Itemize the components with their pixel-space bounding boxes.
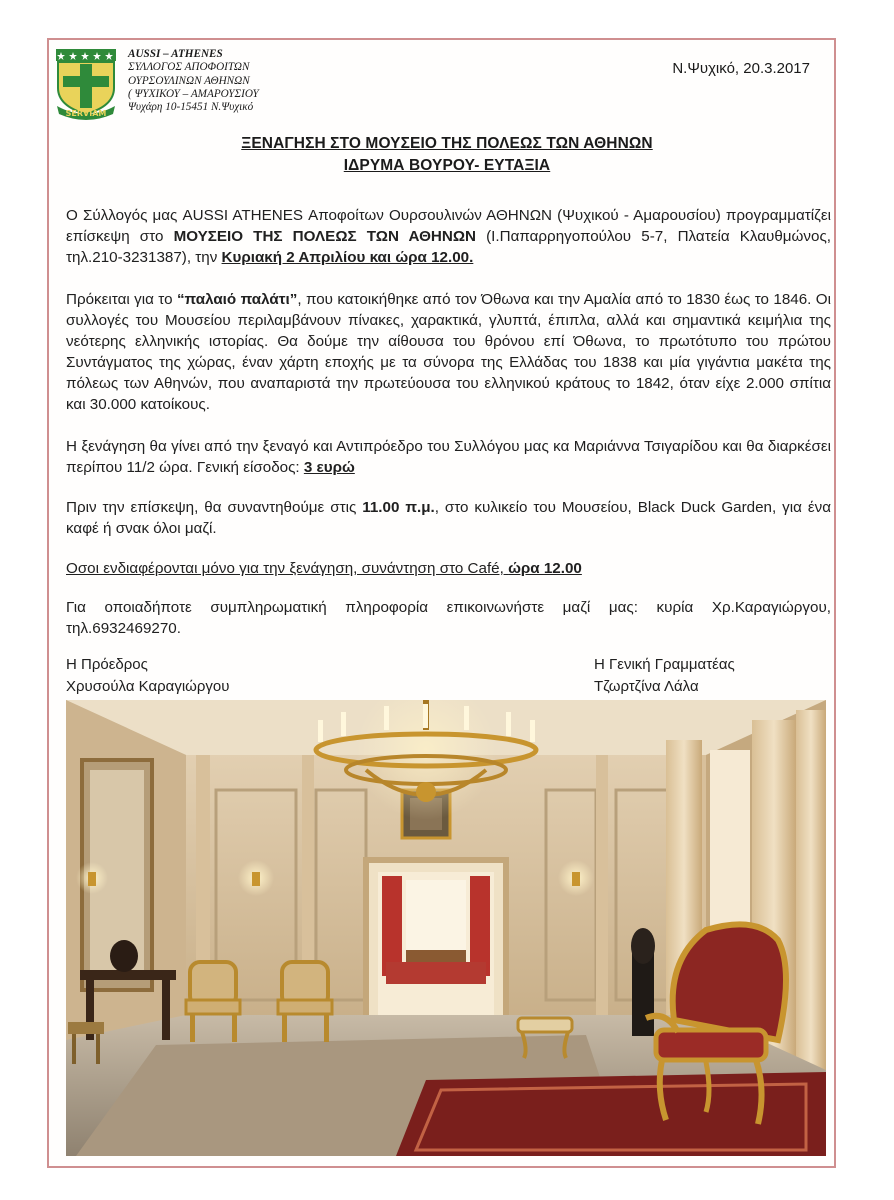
museum-interior-illustration bbox=[66, 700, 826, 1156]
document-title: ΞΕΝΑΓΗΣΗ ΣΤΟ ΜΟΥΣΕΙΟ ΤΗΣ ΠΟΛΕΩΣ ΤΩΝ ΑΘΗΝΩΝ bbox=[241, 135, 653, 152]
text: Πριν την επίσκεψη, θα συναντηθούμε στις bbox=[66, 499, 363, 516]
letter-date: Ν.Ψυχικό, 20.3.2017 bbox=[672, 60, 810, 77]
text: Οσοι ενδιαφέρονται μόνο για την ξενάγηση, συνάντηση στο Café, bbox=[66, 560, 509, 577]
paragraph-meeting bbox=[66, 497, 831, 539]
text: , που κατοικήθηκε από τον Όθωνα και την Αμαλία από το 1830 έως το 1846. Οι συλλογές του Μουσείου περιλαμβάνουν πίνακες, χαρακτικά, γλυπτά, έπιπλα, αλλά και σημαντικά κειμήλια της νεότερης ελληνικής ιστορίας. Θα δούμε την αίθουσα του θρόνου επί Όθωνα, το πρωτότυπο του πρώτου Συντάγματος της χώρας, έναν χάρτη εποχής με τα σύνορα της Ελλάδας του 1838 και μία γιγάντια μακέτα της πόλεως των Αθηνών, που αναπαριστά την πρωτεύουσα του ελληνικού κράτους το 1842, όταν είχε 2.000 σπίτια και 30.000 κατοίκους. bbox=[66, 291, 831, 413]
text: Για οποιαδήποτε συμπληρωματική πληροφορία επικοινωνήστε μαζί μας: κυρία Χρ.Καραγιώργου, τηλ.6932469270. bbox=[66, 599, 831, 637]
document-subtitle: ΙΔΡΥΜΑ ΒΟΥΡΟΥ- ΕΥΤΑΞΙΑ bbox=[343, 157, 551, 174]
tour-time: ώρα 12.00 bbox=[508, 560, 582, 577]
paragraph-invitation bbox=[66, 205, 831, 268]
paragraph-contact bbox=[66, 597, 831, 639]
event-date: Κυριακή 2 Απριλίου και ώρα 12.00. bbox=[221, 249, 474, 266]
logo-text: SERVIAM bbox=[65, 109, 107, 118]
signature-role: Η Πρόεδρος bbox=[66, 656, 148, 673]
meeting-time: 11.00 π.μ. bbox=[362, 499, 435, 516]
palace-name: “παλαιό παλάτι” bbox=[176, 291, 298, 308]
signature-president bbox=[66, 654, 229, 698]
paragraph-guide bbox=[66, 436, 831, 478]
museum-interior-photo bbox=[66, 700, 826, 1156]
text: Πρόκειται για το bbox=[66, 291, 177, 308]
text: , στο κυλικείο του Μουσείου, Black Duck Garden, για ένα καφέ ή σνακ όλοι μαζί. bbox=[66, 499, 831, 537]
text: Ο Σύλλογός μας AUSSI ATHENES Αποφοίτων Ουρσουλινών ΑΘΗΝΩΝ (Ψυχικού - Αμαρουσίου) προγραμματίζει επίσκεψη στο bbox=[66, 207, 831, 245]
org-line: Ψυχάρη 10-15451 Ν.Ψυχικό bbox=[128, 101, 254, 114]
org-line: ( ΨΥΧΙΚΟΥ – ΑΜΑΡΟΥΣΙΟΥ bbox=[128, 87, 259, 100]
organization-address bbox=[128, 48, 259, 114]
entry-price: 3 ευρώ bbox=[303, 459, 355, 476]
signature-name: Τζωρτζίνα Λάλα bbox=[594, 678, 699, 695]
signature-name: Χρυσούλα Καραγιώργου bbox=[66, 678, 230, 695]
text: (Ι.Παπαρρηγοπούλου 5-7, Πλατεία Κλαυθμώνος, τηλ.210-3231387), την bbox=[66, 228, 831, 266]
org-line: ΟΥΡΣΟΥΛΙΝΩΝ ΑΘΗΝΩΝ bbox=[128, 74, 250, 87]
org-line: AUSSI – ATHENES bbox=[128, 48, 223, 60]
text: Η ξενάγηση θα γίνει από την ξεναγό και Αντιπρόεδρο του Συλλόγου μας κα Μαριάννα Τσιγαρίδου και θα διαρκέσει περίπου 11/2 ώρα. Γενική είσοδος: bbox=[66, 438, 831, 476]
paragraph-description bbox=[66, 289, 831, 415]
signature-role: Η Γενική Γραμματέας bbox=[594, 656, 735, 673]
shield-cross-icon bbox=[55, 48, 117, 120]
signature-secretary bbox=[594, 654, 735, 698]
org-line: ΣΥΛΛΟΓΟΣ ΑΠΟΦΟΙΤΩΝ bbox=[128, 61, 250, 74]
paragraph-tour-only bbox=[66, 558, 831, 579]
museum-name: ΜΟΥΣΕΙΟ ΤΗΣ ΠΟΛΕΩΣ ΤΩΝ ΑΘΗΝΩΝ bbox=[173, 228, 476, 245]
logo bbox=[55, 48, 117, 120]
